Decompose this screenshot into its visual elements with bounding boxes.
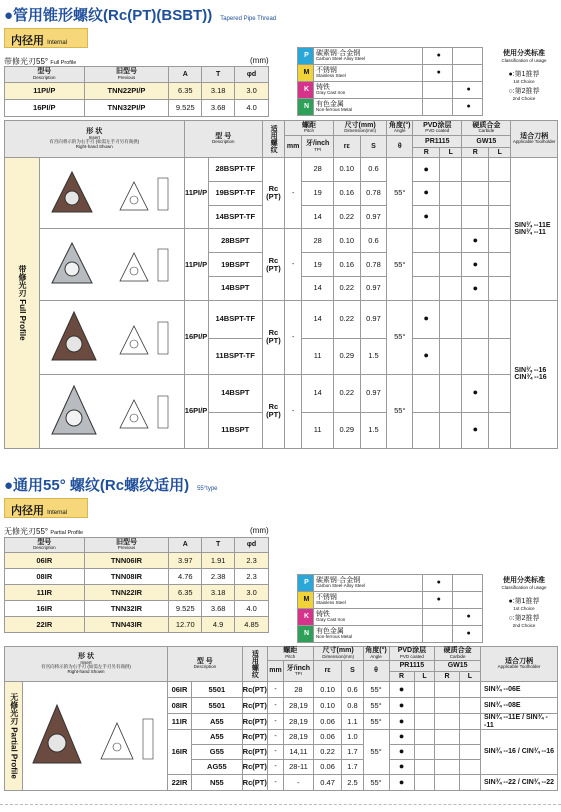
table-row: 08IR 5501 Rc(PT) - 28,19 0.10 0.8 55° ● SIN¾ --08E (5, 698, 558, 714)
dims-row: 08IR TNN08IR 4.76 2.38 2.3 (5, 569, 269, 585)
table-row: 14BSPT-TF 14 0.22 0.97 ● (5, 205, 558, 229)
dims-row: 22IR TNN43IR 12.70 4.9 4.85 (5, 617, 269, 633)
usage-legend-1: 使用分类标准 Classification of usage ●:第1推荐 1st Choice ○:第2推荐 2nd Choice (501, 50, 547, 101)
col-shape: 形 状 Insert 有宫向将示的为右手刃 (如需左手刃另有商供) Right-hand Shown (5, 121, 185, 158)
insert-photo (42, 302, 182, 370)
dims-row: 06IR TNN06IR 3.97 1.91 2.3 (5, 553, 269, 569)
table-row: 19BSPT-TF 19 0.16 0.78 ● (5, 181, 558, 205)
insert-image-cell (39, 374, 184, 448)
insert-table-1: 形 状 Insert 有宫向将示的为右手刃 (如需左手刃另有商供) Right-hand Shown 型 号 Description 适用螺纹 螺距 Pitch 尺寸(mm) Dimension(mm) 角度(°) Angle PVD涂层 PVD coated 硬质合金 Carbide 适合刀柄 Applicable Toolholder mm 牙/inch TPI rε S θ PR1115 GW15 R L R L 带修光刃 Full Profile 11PI/P 28BSPT-TF Rc (PT) - 28 0.10 0.6 55° ● SIN¾ --11E SIN¾ --11 19BSPT-TF 19 0.16 0.78 ● 14BSPT-TF 14 0.22 0.97 ● 11PI/P 28BSPT Rc (PT) - 28 0.10 0.6 55° ● 19BSPT 19 0.16 0.78 ● 14BSPT 14 0.22 0.97 ● 16PI/P 14BSPT-TF Rc (PT) - 14 0.22 0.97 55° ● SIN¾ --16 CIN¾ --16 11BSPT-TF 11 0.29 1.5 ● 16PI/P 14BSPT Rc (PT) - 14 0.22 0.97 55° ● 11BSPT 11 0.29 1.5 ● (4, 120, 558, 449)
table-row: 带修光刃 Full Profile 11PI/P 28BSPT-TF Rc (PT) - 28 0.10 0.6 55° ● SIN¾ --11E SIN¾ --11 (5, 158, 558, 182)
holder-cell: SIN¾ --16 CIN¾ --16 (511, 300, 558, 448)
table-row: 无修光刃 Partial Profile 06IR 5501 Rc(PT) - 28 0.10 0.6 55° ● SIN¾ --06E (5, 682, 558, 698)
table-row: 16PI/P 14BSPT Rc (PT) - 14 0.22 0.97 55° ● (5, 374, 558, 412)
table-row: 11BSPT-TF 11 0.29 1.5 ● (5, 338, 558, 374)
dims-row: 16IR TNN32IR 9.525 3.68 4.0 (5, 601, 269, 617)
insert-photo (42, 158, 182, 226)
col-d: φd (235, 67, 269, 83)
section1-title: ●管用锥形螺纹(Rc(PT)(BSBT)) Tapered Pipe Thread (4, 7, 277, 24)
insert-image-cell (39, 229, 184, 300)
col-T: T (202, 67, 235, 83)
insert-photo (42, 376, 182, 444)
section1-badge: 内径用 Internal (4, 28, 88, 48)
table-row: 16IR A55 Rc(PT) - 28,19 0.06 1.0 55° ● SIN¾ --16 / CIN¾ --16 (5, 730, 558, 745)
col-A: A (169, 67, 202, 83)
section1-unit: (mm) (250, 56, 269, 65)
insert-image-cell (23, 682, 168, 791)
insert-image-cell (39, 158, 184, 229)
table-row: 16PI/P 14BSPT-TF Rc (PT) - 14 0.22 0.97 55° ● SIN¾ --16 CIN¾ --16 (5, 300, 558, 338)
side-label: 带修光刃 Full Profile (5, 158, 40, 449)
insert-photo (42, 229, 182, 297)
dims-row: 11IR TNN22IR 6.35 3.18 3.0 (5, 585, 269, 601)
insert-image-cell (39, 300, 184, 374)
grade-table-1: P 碳素钢·合金钢 Carbon Steel·Alloy Steel ● M 不锈钢 Stainless Steel ● K 铸铁 Gray Cast Iron ● N 有色金属 Non-ferrous Metal ● (297, 47, 483, 116)
col-holder: 适合刀柄 Applicable Toolholder (511, 121, 558, 158)
table-row: 14BSPT 14 0.22 0.97 ● (5, 276, 558, 300)
grade-table-2: P 碳素钢·合金钢 Carbon Steel·Alloy Steel ● M 不锈钢 Stainless Steel ● K 铸铁 Gray Cast Iron ● N 有色金属 Non-ferrous Metal ● (297, 574, 483, 643)
section2-profile-label: 无修光刃55° Partial Profile (4, 527, 84, 536)
col-std: 适用螺纹 (262, 121, 284, 158)
dimensions-table-2: 型号 Description 旧型号 Previous A T φd 06IR TNN06IR 3.97 1.91 2.3 08IR TNN08IR 4.76 2.38 2.3 11IR TNN22IR 6.35 3.18 3.0 16IR TNN32IR 9.525 3.68 4.0 22IR TNN43IR 12.70 4.9 4.85 (4, 537, 269, 633)
side-label: 无修光刃 Partial Profile (5, 682, 23, 791)
col-type: 型号 Description (5, 67, 85, 83)
col-old: 旧型号 Previous (84, 67, 169, 83)
table-row: 22IR N55 Rc(PT) - - 0.47 2.5 55° ● SIN¾ --22 / CIN¾ --22 (5, 775, 558, 791)
col-model: 型 号 Description (184, 121, 262, 158)
dims-row: 11PI/P TNN22PI/P 6.35 3.18 3.0 (5, 83, 269, 100)
dimensions-table-1 (4, 66, 269, 117)
table-row: 11PI/P 28BSPT Rc (PT) - 28 0.10 0.6 55° ● (5, 229, 558, 253)
table-row: AG55 Rc(PT) - 28-11 0.06 1.7 ● (5, 760, 558, 775)
insert-table-2: 形 状 Insert 有宫向将示的为右手刃 (如需左手刃另有商供) Right-hand Shown 型 号 Description 适用螺纹 螺距 Pitch 尺寸(mm) Dimension(mm) 角度(°) Angle PVD涂层 PVD coated 硬质合金 Carbide 适合刀柄 Applicable Toolholder mm 牙/inch TPI rε S θ PR1115 GW15 R L R L 无修光刃 Partial Profile 06IR 5501 Rc(PT) - 28 0.10 0.6 55° ● SIN¾ --06E 08IR 5501 Rc(PT) - 28,19 0.10 0.8 55° ● SIN¾ --08E 11IR A55 Rc(PT) - 28,19 0.06 1.1 55° ● SIN¾ --11E / SIN¾ --11 16IR A55 Rc(PT) - 28,19 0.06 1.0 55° ● SIN¾ --16 / CIN¾ --16 G55 Rc(PT) - 14,11 0.22 1.7 ● AG55 Rc(PT) - 28-11 0.06 1.7 ● 22IR N55 Rc(PT) - - 0.47 2.5 55° ● SIN¾ --22 / CIN¾ --22 (4, 646, 558, 791)
section2-unit: (mm) (250, 526, 269, 535)
dims-row: 16PI/P TNN32PI/P 9.525 3.68 4.0 (5, 100, 269, 117)
table-row: 11IR A55 Rc(PT) - 28,19 0.06 1.1 55° ● SIN¾ --11E / SIN¾ --11 (5, 714, 558, 730)
section1-profile-label: 带修光刃55° Full Profile (4, 57, 77, 66)
usage-legend-2: 使用分类标准 Classification of usage ●:第1推荐 1st Choice ○:第2推荐 2nd Choice (501, 577, 547, 628)
table-row: 11BSPT 11 0.29 1.5 ● (5, 412, 558, 448)
page-divider (0, 804, 561, 805)
section2-badge: 内径用 Internal (4, 498, 88, 518)
insert-photo (25, 685, 165, 785)
section2-title: ●通用55° 螺纹(Rc螺纹适用) 55°type (4, 477, 218, 494)
table-row: 19BSPT 19 0.16 0.78 ● (5, 253, 558, 277)
table-row: G55 Rc(PT) - 14,11 0.22 1.7 ● (5, 745, 558, 760)
holder-cell: SIN¾ --11E SIN¾ --11 (511, 158, 558, 301)
